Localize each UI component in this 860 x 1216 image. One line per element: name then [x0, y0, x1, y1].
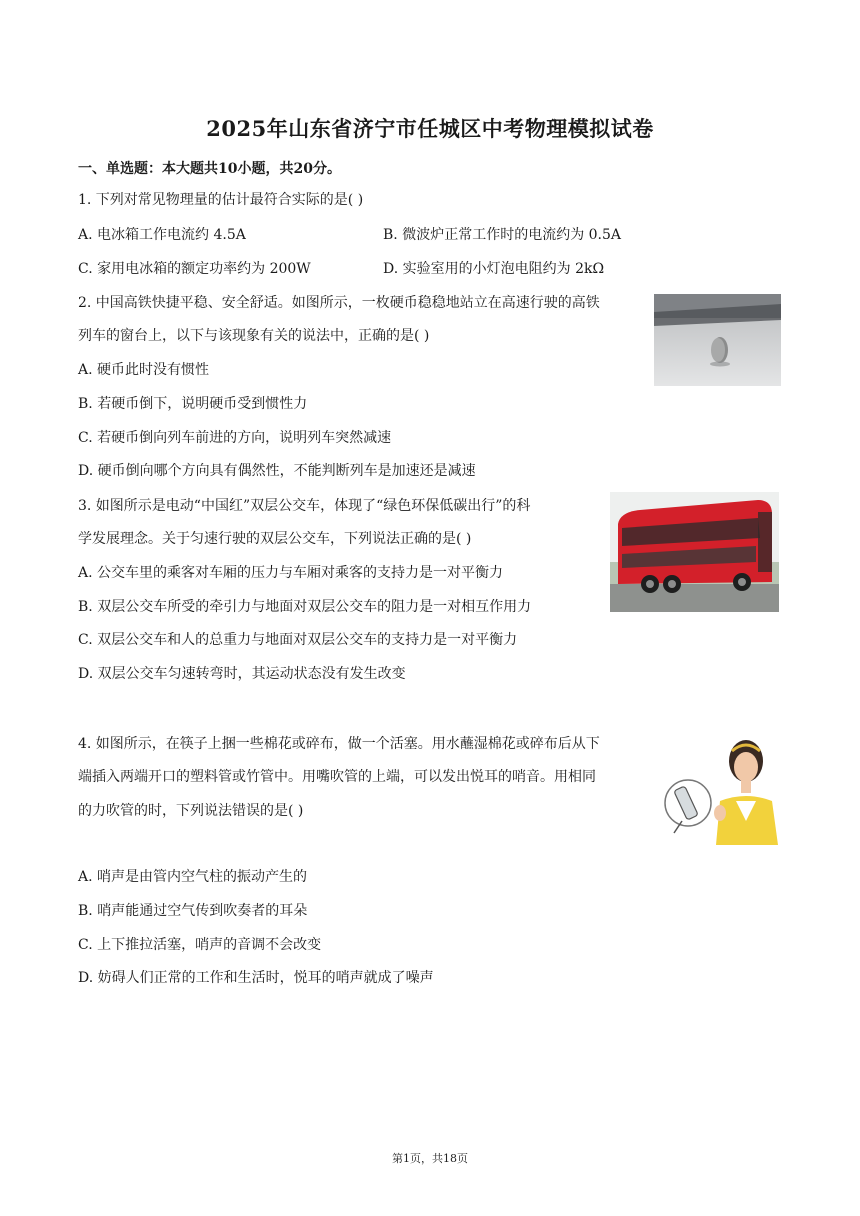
coin-on-train-window-image [654, 294, 781, 386]
question-1-option-a: A. 电冰箱工作电流约 4.5A [78, 227, 246, 243]
question-2-stem-line-2: 列车的窗台上，以下与该现象有关的说法中，正确的是( ) [78, 328, 430, 344]
question-2-option-b: B. 若硬币倒下，说明硬币受到惯性力 [78, 396, 308, 412]
question-4-option-c: C. 上下推拉活塞，哨声的音调不会改变 [78, 937, 322, 953]
question-3-option-d: D. 双层公交车匀速转弯时，其运动状态没有发生改变 [78, 666, 406, 682]
question-4-option-a: A. 哨声是由管内空气柱的振动产生的 [78, 869, 308, 885]
question-3-option-c: C. 双层公交车和人的总重力与地面对双层公交车的支持力是一对平衡力 [78, 632, 518, 648]
page-title: 2025年山东省济宁市任城区中考物理模拟试卷 [206, 116, 654, 141]
question-4-stem-line-3: 的力吹管的时，下列说法错误的是( ) [78, 803, 304, 819]
question-1-option-d: D. 实验室用的小灯泡电阻约为 2kΩ [383, 261, 605, 277]
question-1-stem: 1. 下列对常见物理量的估计最符合实际的是( ) [78, 192, 364, 208]
question-2-option-d: D. 硬币倒向哪个方向具有偶然性，不能判断列车是加速还是减速 [78, 463, 476, 479]
question-4-option-d: D. 妨碍人们正常的工作和生活时，悦耳的哨声就成了噪声 [78, 970, 434, 986]
red-double-decker-bus-image [610, 492, 779, 612]
section-heading: 一、单选题：本大题共10小题，共20分。 [78, 161, 341, 177]
page-footer: 第1页，共18页 [392, 1152, 468, 1165]
question-2-option-c: C. 若硬币倒向列车前进的方向，说明列车突然减速 [78, 430, 392, 446]
girl-blowing-whistle-tube-image [660, 735, 782, 845]
question-2-stem-line-1: 2. 中国高铁快捷平稳、安全舒适。如图所示，一枚硬币稳稳地站立在高速行驶的高铁 [78, 295, 600, 311]
question-3-stem-line-2: 学发展理念。关于匀速行驶的双层公交车，下列说法正确的是( ) [78, 531, 472, 547]
question-3-stem-line-1: 3. 如图所示是电动“中国红”双层公交车，体现了“绿色环保低碳出行”的科 [78, 498, 531, 514]
question-4-stem-line-2: 端插入两端开口的塑料管或竹管中。用嘴吹管的上端，可以发出悦耳的哨音。用相同 [78, 769, 596, 785]
question-3-option-a: A. 公交车里的乘客对车厢的压力与车厢对乘客的支持力是一对平衡力 [78, 565, 504, 581]
question-1-option-b: B. 微波炉正常工作时的电流约为 0.5A [383, 227, 622, 243]
question-4-option-b: B. 哨声能通过空气传到吹奏者的耳朵 [78, 903, 308, 919]
question-2-option-a: A. 硬币此时没有惯性 [78, 362, 210, 378]
question-1-option-c: C. 家用电冰箱的额定功率约为 200W [78, 261, 311, 277]
question-3-option-b: B. 双层公交车所受的牵引力与地面对双层公交车的阻力是一对相互作用力 [78, 599, 532, 615]
question-4-stem-line-1: 4. 如图所示，在筷子上捆一些棉花或碎布，做一个活塞。用水蘸湿棉花或碎布后从下 [78, 736, 600, 752]
